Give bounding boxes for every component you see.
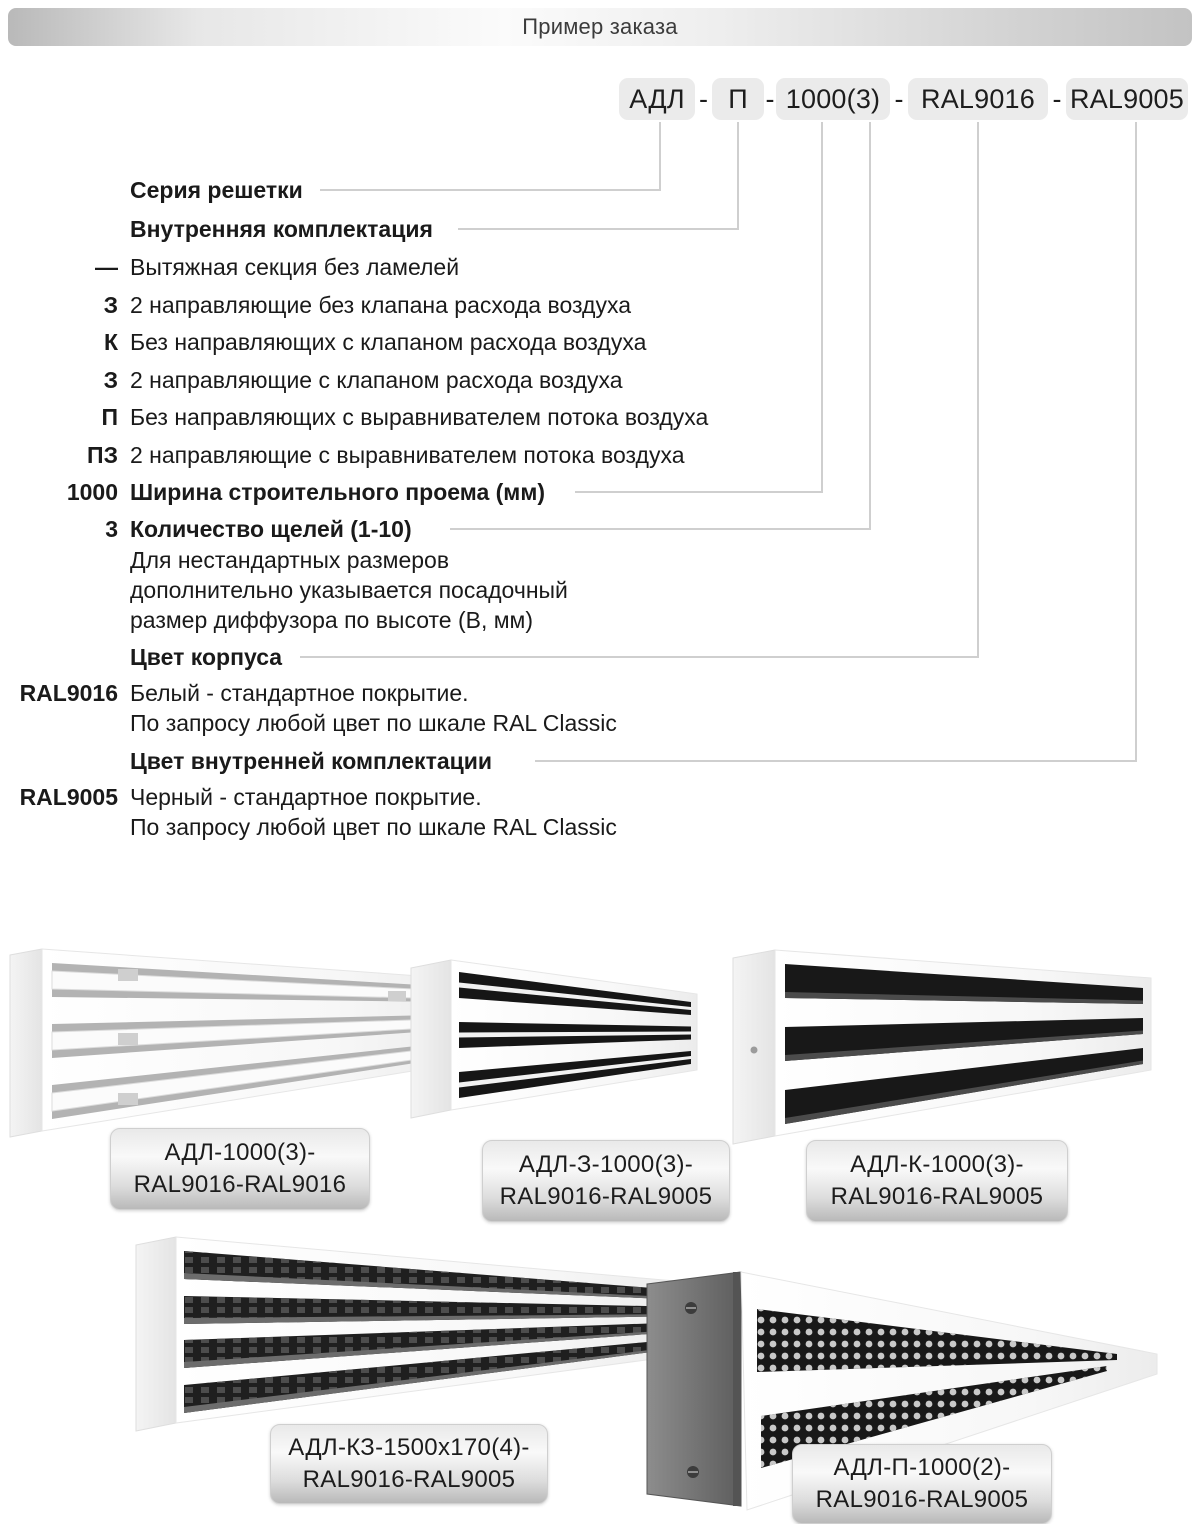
option-text: 2 направляющие с клапаном расхода воздуха <box>130 367 623 393</box>
product-label-line: АДЛ-П-1000(2)- <box>833 1454 1011 1481</box>
ral-description <box>130 678 617 738</box>
legend-row-option-k <box>0 326 760 358</box>
option-key: 1000 <box>66 479 118 505</box>
product-label-line: RAL9016-RAL9005 <box>830 1183 1044 1210</box>
code-separator: - <box>894 83 904 114</box>
product-label-adl-p <box>792 1444 1052 1524</box>
legend-row-slot-count <box>0 513 760 545</box>
product-photo-adl-plain <box>0 933 470 1143</box>
product-photo-adl-z <box>405 952 705 1122</box>
ral-description-line: По запросу любой цвет по шкале RAL Classic <box>130 710 617 736</box>
option-text: 2 направляющие с выравнивателем потока воздуха <box>130 442 685 468</box>
code-segment-body-color: RAL9016 <box>908 78 1048 120</box>
product-label-line: АДЛ-КЗ-1500х170(4)- <box>288 1434 530 1461</box>
product-label-line: АДЛ-З-1000(3)- <box>518 1151 694 1178</box>
legend-row-series <box>0 174 760 206</box>
product-label-line: АДЛ-К-1000(3)- <box>850 1151 1024 1178</box>
option-text: 2 направляющие без клапана расхода воздуха <box>130 292 631 318</box>
legend-row-width <box>0 476 760 508</box>
option-key: З <box>103 292 118 318</box>
code-separator: - <box>765 83 775 114</box>
legend-row-ral9016 <box>0 678 760 738</box>
legend-label: Ширина строительного проема (мм) <box>130 479 545 505</box>
legend-row-option-z2 <box>0 364 760 396</box>
legend-row-inner-color <box>0 745 760 777</box>
legend-label: Цвет корпуса <box>130 644 283 670</box>
option-key: ПЗ <box>87 442 118 468</box>
product-photo-adl-k <box>715 938 1165 1148</box>
note-line: Для нестандартных размеров <box>130 547 450 573</box>
option-text: Вытяжная секция без ламелей <box>130 254 460 280</box>
option-key: 3 <box>105 516 118 542</box>
option-key: З <box>103 367 118 393</box>
ral-description-line: По запросу любой цвет по шкале RAL Classic <box>130 814 617 840</box>
option-key: — <box>95 254 118 280</box>
note-line: дополнительно указывается посадочный <box>130 577 568 603</box>
code-segment-inner-color: RAL9005 <box>1066 78 1188 120</box>
code-segment-internals: П <box>712 78 764 120</box>
product-label-line: RAL9016-RAL9005 <box>302 1466 516 1493</box>
ral-description-line: Белый - стандартное покрытие. <box>130 680 469 706</box>
code-segment-size: 1000(3) <box>776 78 890 120</box>
product-label-line: АДЛ-1000(3)- <box>164 1139 316 1166</box>
legend-row-ral9005 <box>0 782 760 842</box>
legend-row-option-z1 <box>0 289 760 321</box>
legend-row-body-color <box>0 641 760 673</box>
product-photo-adl-kz <box>120 1225 710 1435</box>
product-label-adl-k <box>806 1140 1068 1222</box>
note-line: размер диффузора по высоте (В, мм) <box>130 607 534 633</box>
option-key: П <box>101 404 118 430</box>
option-text: Без направляющих с выравнивателем потока воздуха <box>130 404 709 430</box>
ral-description <box>130 782 617 842</box>
code-separator: - <box>699 83 708 114</box>
legend-label: Серия решетки <box>130 177 303 203</box>
ral-code: RAL9005 <box>19 784 118 810</box>
ral-code: RAL9016 <box>19 680 118 706</box>
ral-description-line: Черный - стандартное покрытие. <box>130 784 482 810</box>
code-separator: - <box>1052 83 1062 114</box>
product-label-adl-plain <box>110 1128 370 1210</box>
product-label-line: RAL9016-RAL9005 <box>815 1486 1029 1513</box>
product-label-adl-z <box>482 1140 730 1222</box>
option-key: К <box>103 329 118 355</box>
custom-size-note <box>130 545 568 635</box>
option-text: Без направляющих с клапаном расхода воздуха <box>130 329 647 355</box>
product-label-adl-kz <box>270 1424 548 1504</box>
legend-label: Цвет внутренней комплектации <box>130 748 493 774</box>
page-title: Пример заказа <box>522 14 678 39</box>
code-segment-series: АДЛ <box>619 78 695 120</box>
legend-row-option-p <box>0 401 760 433</box>
legend-label: Количество щелей (1-10) <box>130 516 412 542</box>
legend-row-option-none <box>0 251 760 283</box>
legend-row-internals <box>0 213 760 245</box>
legend-row-option-pz <box>0 439 760 471</box>
product-label-line: RAL9016-RAL9005 <box>499 1183 713 1210</box>
product-label-line: RAL9016-RAL9016 <box>133 1171 347 1198</box>
legend-label: Внутренняя комплектация <box>130 216 433 242</box>
